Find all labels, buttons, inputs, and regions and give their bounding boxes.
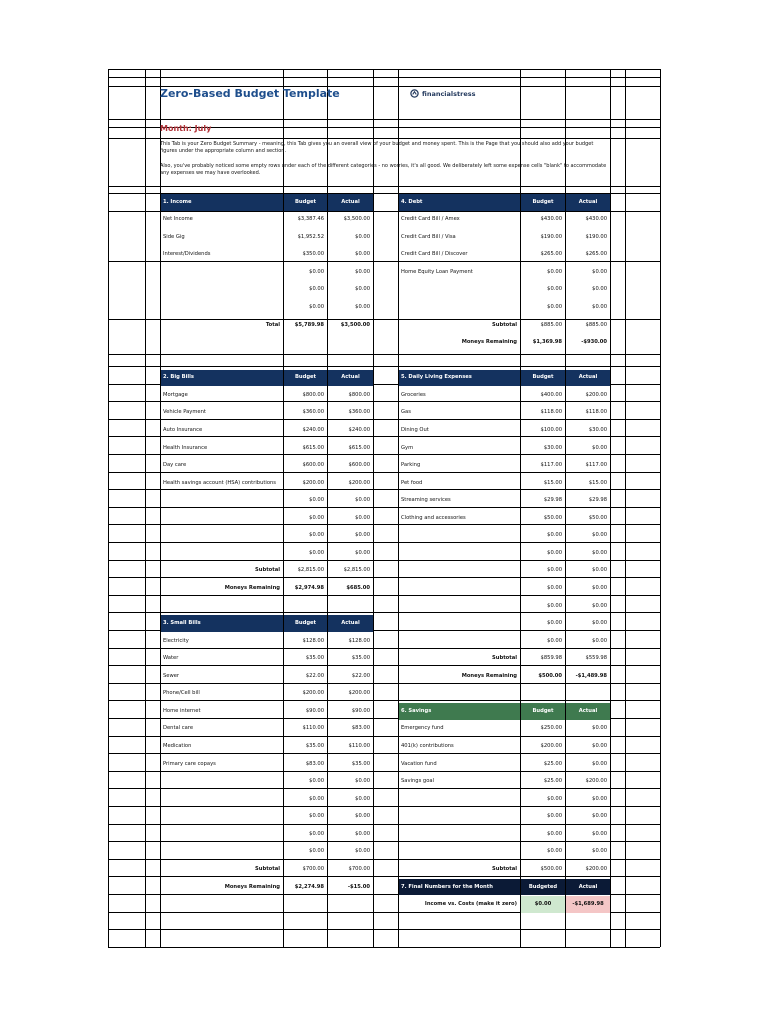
grid-vertical-line — [373, 69, 374, 947]
big_bills-header[interactable]: 2. Big Bills — [161, 370, 283, 387]
savings-subtotal-actual[interactable]: $200.00 — [585, 865, 607, 872]
debt-row-label[interactable]: Home Equity Loan Payment — [401, 268, 473, 275]
big_bills-row-label[interactable] — [161, 510, 283, 527]
income-row-label[interactable] — [161, 282, 283, 299]
debt-row-budget[interactable]: $265.00 — [540, 251, 562, 258]
savings-row-budget[interactable]: $0.00 — [547, 848, 562, 855]
daily-row-budget[interactable]: $118.00 — [540, 409, 562, 416]
income-vs-costs-budget[interactable]: $0.00 — [521, 896, 565, 913]
big_bills-remaining-actual[interactable]: $685.00 — [346, 584, 370, 591]
small_bills-row-label[interactable]: Water — [163, 655, 179, 662]
small_bills-row-actual[interactable]: $22.00 — [351, 672, 370, 679]
big_bills-row-label[interactable] — [161, 493, 283, 510]
small_bills-row-budget[interactable]: $128.00 — [302, 637, 324, 644]
big_bills-row-actual[interactable]: $0.00 — [355, 532, 370, 539]
small_bills-row-actual[interactable]: $0.00 — [355, 778, 370, 785]
savings-row-budget[interactable]: $250.00 — [540, 725, 562, 732]
grid-horizontal-line — [108, 119, 660, 120]
savings-row-actual[interactable]: $0.00 — [592, 725, 607, 732]
small_bills-row-actual[interactable]: $110.00 — [348, 743, 370, 750]
big_bills-row-budget[interactable]: $360.00 — [302, 409, 324, 416]
debt-remaining-label[interactable]: Moneys Remaining — [461, 339, 517, 346]
small_bills-row-label[interactable]: Phone/Cell bill — [163, 690, 200, 697]
income-total-label[interactable]: Total — [265, 321, 280, 328]
savings-row-label[interactable]: Emergency fund — [401, 725, 444, 732]
debt-row-label[interactable] — [399, 299, 520, 316]
debt-budget-header[interactable]: Budget — [521, 194, 565, 211]
income-row-label[interactable] — [161, 264, 283, 281]
daily-row-label[interactable] — [399, 598, 520, 615]
small_bills-row-label[interactable]: Medication — [163, 743, 192, 750]
savings-row-actual[interactable]: $0.00 — [592, 795, 607, 802]
daily-row-actual[interactable]: $0.00 — [592, 620, 607, 627]
small_bills-row-actual[interactable]: $0.00 — [355, 830, 370, 837]
description-paragraph-1: This Tab is your Zero Budget Summary - meaning, this Tab gives you an overall view of your budget and money spent. This is the Page that you should also add your budget figures under the appropriate column and section. — [160, 141, 594, 154]
daily-row-actual[interactable]: $200.00 — [585, 391, 607, 398]
big_bills-row-label[interactable]: Mortgage — [163, 391, 188, 398]
month-label: Month: July — [160, 124, 212, 133]
income-row-actual[interactable]: $0.00 — [355, 233, 370, 240]
big_bills-actual-header[interactable]: Actual — [328, 370, 373, 387]
grid-horizontal-line — [108, 354, 660, 355]
brand-name: financialstress — [422, 89, 476, 98]
income-vs-costs-actual[interactable]: -$1,689.98 — [566, 896, 610, 913]
grid-vertical-line — [610, 69, 611, 947]
small_bills-row-budget[interactable]: $35.00 — [305, 655, 324, 662]
daily-row-actual[interactable]: $15.00 — [588, 479, 607, 486]
daily-row-budget[interactable]: $117.00 — [540, 462, 562, 469]
final-budgeted-header[interactable]: Budgeted — [521, 879, 565, 896]
daily-row-budget[interactable]: $29.98 — [543, 497, 562, 504]
small_bills-header[interactable]: 3. Small Bills — [161, 615, 283, 632]
debt-row-budget[interactable]: $0.00 — [547, 268, 562, 275]
budget-sheet — [108, 69, 660, 943]
grid-horizontal-line — [108, 929, 660, 930]
grid-vertical-line — [145, 69, 146, 947]
small_bills-row-label[interactable] — [161, 773, 283, 790]
income-vs-costs-label[interactable]: Income vs. Costs (make it zero) — [424, 901, 517, 908]
small_bills-row-label[interactable]: Dental care — [163, 725, 194, 732]
savings-row-label[interactable]: Savings goal — [401, 778, 435, 785]
big_bills-row-actual[interactable]: $240.00 — [348, 426, 370, 433]
debt-actual-header[interactable]: Actual — [566, 194, 610, 211]
daily-row-budget[interactable]: $100.00 — [540, 426, 562, 433]
income-row-actual[interactable]: $0.00 — [355, 268, 370, 275]
daily-row-actual[interactable]: $0.00 — [592, 637, 607, 644]
big_bills-subtotal-budget[interactable]: $2,815.00 — [297, 567, 324, 574]
daily-row-budget[interactable]: $0.00 — [547, 567, 562, 574]
small_bills-row-actual[interactable]: $35.00 — [351, 655, 370, 662]
daily-row-label[interactable]: Dining Out — [401, 426, 429, 433]
big_bills-remaining-label[interactable]: Moneys Remaining — [224, 584, 280, 591]
debt-row-label[interactable]: Credit Card Bill / Discover — [401, 251, 468, 258]
daily-remaining-actual[interactable]: -$1,489.98 — [575, 672, 607, 679]
savings-row-budget[interactable]: $25.00 — [543, 778, 562, 785]
daily-row-actual[interactable]: $0.00 — [592, 549, 607, 556]
debt-row-actual[interactable]: $0.00 — [592, 268, 607, 275]
daily-row-label[interactable]: Clothing and accessories — [401, 514, 466, 521]
income-row-actual[interactable]: $0.00 — [355, 286, 370, 293]
daily-subtotal-label[interactable]: Subtotal — [492, 655, 517, 662]
daily-row-label[interactable] — [399, 528, 520, 545]
daily-row-label[interactable]: Gas — [401, 409, 411, 416]
small_bills-row-actual[interactable]: $35.00 — [351, 760, 370, 767]
debt-row-actual[interactable]: $0.00 — [592, 304, 607, 311]
small_bills-row-label[interactable] — [161, 809, 283, 826]
small_bills-row-label[interactable] — [161, 844, 283, 861]
small_bills-row-actual[interactable]: $128.00 — [348, 637, 370, 644]
daily-row-actual[interactable]: $0.00 — [592, 602, 607, 609]
debt-row-budget[interactable]: $0.00 — [547, 286, 562, 293]
big_bills-row-label[interactable]: Auto Insurance — [163, 426, 203, 433]
small_bills-row-label[interactable]: Electricity — [163, 637, 189, 644]
page-title: Zero-Based Budget Template — [160, 87, 340, 100]
income-row-actual[interactable]: $3,500.00 — [343, 216, 370, 223]
big_bills-row-label[interactable]: Health Insurance — [163, 444, 208, 451]
small_bills-row-actual[interactable]: $0.00 — [355, 813, 370, 820]
daily-budget-header[interactable]: Budget — [521, 370, 565, 387]
savings-row-actual[interactable]: $0.00 — [592, 848, 607, 855]
small_bills-row-budget[interactable]: $200.00 — [302, 690, 324, 697]
debt-subtotal-actual[interactable]: $885.00 — [585, 321, 607, 328]
income-total-budget[interactable]: $5,789.98 — [294, 321, 324, 328]
income-row-label[interactable]: Interest/Dividends — [163, 251, 211, 258]
debt-row-actual[interactable]: $430.00 — [585, 216, 607, 223]
daily-row-label[interactable] — [399, 545, 520, 562]
big_bills-budget-header[interactable]: Budget — [284, 370, 327, 387]
big_bills-row-budget[interactable]: $0.00 — [309, 532, 324, 539]
small_bills-subtotal-actual[interactable]: $700.00 — [348, 865, 370, 872]
daily-row-actual[interactable]: $50.00 — [588, 514, 607, 521]
savings-header[interactable]: 6. Savings — [399, 703, 520, 720]
daily-row-budget[interactable]: $0.00 — [547, 549, 562, 556]
daily-row-budget[interactable]: $50.00 — [543, 514, 562, 521]
savings-row-actual[interactable]: $0.00 — [592, 743, 607, 750]
savings-actual-header[interactable]: Actual — [566, 703, 610, 720]
income-row-label[interactable]: Side Gig — [163, 233, 185, 240]
savings-row-budget[interactable]: $0.00 — [547, 795, 562, 802]
small_bills-row-budget[interactable]: $0.00 — [309, 848, 324, 855]
savings-row-label[interactable] — [399, 809, 520, 826]
daily-row-label[interactable]: Groceries — [401, 391, 426, 398]
daily-row-budget[interactable]: $15.00 — [543, 479, 562, 486]
savings-row-actual[interactable]: $200.00 — [585, 778, 607, 785]
big_bills-row-budget[interactable]: $800.00 — [302, 391, 324, 398]
debt-row-label[interactable] — [399, 282, 520, 299]
debt-row-actual[interactable]: $190.00 — [585, 233, 607, 240]
debt-row-actual[interactable]: $0.00 — [592, 286, 607, 293]
daily-row-label[interactable] — [399, 563, 520, 580]
small_bills-row-label[interactable]: Sewer — [163, 672, 180, 679]
small_bills-remaining-label[interactable]: Moneys Remaining — [224, 883, 280, 890]
big_bills-row-actual[interactable]: $0.00 — [355, 549, 370, 556]
daily-row-budget[interactable]: $0.00 — [547, 637, 562, 644]
big_bills-row-label[interactable]: Day care — [163, 462, 187, 469]
income-row-budget[interactable]: $1,952.52 — [297, 233, 324, 240]
financialstress-logo-icon — [410, 89, 419, 98]
small_bills-row-label[interactable] — [161, 826, 283, 843]
daily-row-actual[interactable]: $0.00 — [592, 584, 607, 591]
small_bills-row-actual[interactable]: $0.00 — [355, 795, 370, 802]
small_bills-row-actual[interactable]: $200.00 — [348, 690, 370, 697]
big_bills-row-actual[interactable]: $600.00 — [348, 462, 370, 469]
big_bills-row-budget[interactable]: $0.00 — [309, 514, 324, 521]
big_bills-row-budget[interactable]: $240.00 — [302, 426, 324, 433]
savings-row-label[interactable] — [399, 791, 520, 808]
savings-row-label[interactable]: 401(k) contributions — [401, 743, 454, 750]
daily-row-budget[interactable]: $0.00 — [547, 620, 562, 627]
big_bills-row-budget[interactable]: $615.00 — [302, 444, 324, 451]
daily-row-label[interactable] — [399, 633, 520, 650]
income-actual-header[interactable]: Actual — [328, 194, 373, 211]
big_bills-remaining-budget[interactable]: $2,974.98 — [294, 584, 324, 591]
savings-row-label[interactable]: Vacation fund — [401, 760, 437, 767]
savings-row-actual[interactable]: $0.00 — [592, 760, 607, 767]
grid-horizontal-line — [108, 138, 660, 139]
daily-row-actual[interactable]: $0.00 — [592, 444, 607, 451]
income-budget-header[interactable]: Budget — [284, 194, 327, 211]
daily-row-actual[interactable]: $118.00 — [585, 409, 607, 416]
daily-row-budget[interactable]: $0.00 — [547, 602, 562, 609]
final-numbers-header[interactable]: 7. Final Numbers for the Month — [399, 879, 520, 896]
big_bills-row-label[interactable]: Vehicle Payment — [163, 409, 206, 416]
daily-actual-header[interactable]: Actual — [566, 370, 610, 387]
small_bills-row-label[interactable]: Home internet — [163, 707, 201, 714]
big_bills-row-actual[interactable]: $0.00 — [355, 497, 370, 504]
daily-header[interactable]: 5. Daily Living Expenses — [399, 370, 520, 387]
grid-vertical-line — [108, 69, 109, 947]
big_bills-row-budget[interactable]: $600.00 — [302, 462, 324, 469]
debt-row-budget[interactable]: $430.00 — [540, 216, 562, 223]
daily-row-budget[interactable]: $400.00 — [540, 391, 562, 398]
daily-row-budget[interactable]: $0.00 — [547, 532, 562, 539]
savings-row-budget[interactable]: $25.00 — [543, 760, 562, 767]
income-row-actual[interactable]: $0.00 — [355, 304, 370, 311]
debt-row-budget[interactable]: $0.00 — [547, 304, 562, 311]
small_bills-row-budget[interactable]: $0.00 — [309, 813, 324, 820]
small_bills-remaining-actual[interactable]: -$15.00 — [347, 883, 370, 890]
big_bills-row-budget[interactable]: $200.00 — [302, 479, 324, 486]
daily-row-label[interactable]: Parking — [401, 462, 421, 469]
savings-row-label[interactable] — [399, 826, 520, 843]
small_bills-row-label[interactable] — [161, 791, 283, 808]
small_bills-subtotal-budget[interactable]: $700.00 — [302, 865, 324, 872]
big_bills-row-actual[interactable]: $200.00 — [348, 479, 370, 486]
grid-horizontal-line — [108, 69, 660, 70]
grid-horizontal-line — [108, 77, 660, 78]
debt-row-budget[interactable]: $190.00 — [540, 233, 562, 240]
income-total-actual[interactable]: $3,500.00 — [340, 321, 370, 328]
savings-subtotal-budget[interactable]: $500.00 — [540, 865, 562, 872]
small_bills-row-budget[interactable]: $90.00 — [305, 707, 324, 714]
income-row-actual[interactable]: $0.00 — [355, 251, 370, 258]
daily-row-label[interactable] — [399, 580, 520, 597]
small_bills-subtotal-label[interactable]: Subtotal — [255, 865, 280, 872]
small_bills-row-budget[interactable]: $35.00 — [305, 743, 324, 750]
small_bills-row-actual[interactable]: $83.00 — [351, 725, 370, 732]
debt-subtotal-label[interactable]: Subtotal — [492, 321, 517, 328]
daily-row-actual[interactable]: $30.00 — [588, 426, 607, 433]
daily-row-actual[interactable]: $0.00 — [592, 532, 607, 539]
daily-row-label[interactable]: Streaming services — [401, 497, 451, 504]
savings-row-budget[interactable]: $0.00 — [547, 813, 562, 820]
income-row-budget[interactable]: $0.00 — [309, 304, 324, 311]
small_bills-remaining-budget[interactable]: $2,274.98 — [294, 883, 324, 890]
daily-remaining-label[interactable]: Moneys Remaining — [461, 672, 517, 679]
big_bills-subtotal-actual[interactable]: $2,815.00 — [343, 567, 370, 574]
daily-row-label[interactable]: Gym — [401, 444, 414, 451]
income-row-label[interactable]: Net Income — [163, 216, 193, 223]
daily-row-actual[interactable]: $117.00 — [585, 462, 607, 469]
debt-row-label[interactable]: Credit Card Bill / Amex — [401, 216, 460, 223]
debt-row-label[interactable]: Credit Card Bill / Visa — [401, 233, 456, 240]
grid-horizontal-line — [108, 186, 660, 187]
daily-row-budget[interactable]: $0.00 — [547, 584, 562, 591]
grid-horizontal-line — [108, 366, 660, 367]
grid-horizontal-line — [108, 947, 660, 948]
big_bills-row-actual[interactable]: $0.00 — [355, 514, 370, 521]
daily-row-actual[interactable]: $29.98 — [588, 497, 607, 504]
income-row-label[interactable] — [161, 299, 283, 316]
small_bills-row-budget[interactable]: $83.00 — [305, 760, 324, 767]
savings-row-actual[interactable]: $0.00 — [592, 813, 607, 820]
debt-header[interactable]: 4. Debt — [399, 194, 520, 211]
income-row-budget[interactable]: $0.00 — [309, 268, 324, 275]
big_bills-row-actual[interactable]: $615.00 — [348, 444, 370, 451]
income-row-budget[interactable]: $3,387.46 — [297, 216, 324, 223]
big_bills-row-label[interactable]: Health savings account (HSA) contributions — [163, 479, 277, 486]
debt-remaining-actual[interactable]: -$930.00 — [581, 339, 607, 346]
small_bills-row-actual[interactable]: $0.00 — [355, 848, 370, 855]
big_bills-row-label[interactable] — [161, 545, 283, 562]
savings-row-label[interactable] — [399, 844, 520, 861]
daily-row-actual[interactable]: $0.00 — [592, 567, 607, 574]
daily-row-label[interactable]: Pet food — [401, 479, 423, 486]
small_bills-row-budget[interactable]: $0.00 — [309, 778, 324, 785]
grid-vertical-line — [660, 69, 661, 947]
big_bills-row-budget[interactable]: $0.00 — [309, 549, 324, 556]
income-row-budget[interactable]: $350.00 — [302, 251, 324, 258]
description-paragraph-2: Also, you've probably noticed some empty rows under each of the different categories - no worries, it's all good. We deliberately left some expense cells "blank" to accommodate any expenses we may have overlooked. — [160, 163, 607, 176]
small_bills-row-actual[interactable]: $90.00 — [351, 707, 370, 714]
final-actual-header[interactable]: Actual — [566, 879, 610, 896]
savings-subtotal-label[interactable]: Subtotal — [492, 865, 517, 872]
big_bills-row-actual[interactable]: $360.00 — [348, 409, 370, 416]
small_bills-row-budget[interactable]: $110.00 — [302, 725, 324, 732]
savings-budget-header[interactable]: Budget — [521, 703, 565, 720]
savings-row-budget[interactable]: $0.00 — [547, 830, 562, 837]
small_bills-actual-header[interactable]: Actual — [328, 615, 373, 632]
grid-vertical-line — [625, 69, 626, 947]
income-header[interactable]: 1. Income — [161, 194, 283, 211]
small_bills-row-label[interactable]: Primary care copays — [163, 760, 216, 767]
savings-row-budget[interactable]: $200.00 — [540, 743, 562, 750]
debt-remaining-budget[interactable]: $1,369.98 — [532, 339, 562, 346]
small_bills-row-budget[interactable]: $22.00 — [305, 672, 324, 679]
big_bills-row-actual[interactable]: $800.00 — [348, 391, 370, 398]
big_bills-row-budget[interactable]: $0.00 — [309, 497, 324, 504]
debt-row-actual[interactable]: $265.00 — [585, 251, 607, 258]
brand-logo — [410, 89, 475, 98]
big_bills-row-label[interactable] — [161, 528, 283, 545]
daily-remaining-budget[interactable]: $500.00 — [538, 672, 562, 679]
small_bills-row-budget[interactable]: $0.00 — [309, 795, 324, 802]
big_bills-subtotal-label[interactable]: Subtotal — [255, 567, 280, 574]
debt-subtotal-budget[interactable]: $885.00 — [540, 321, 562, 328]
income-row-budget[interactable]: $0.00 — [309, 286, 324, 293]
small_bills-row-budget[interactable]: $0.00 — [309, 830, 324, 837]
savings-row-actual[interactable]: $0.00 — [592, 830, 607, 837]
daily-subtotal-actual[interactable]: $559.98 — [585, 655, 607, 662]
daily-row-label[interactable] — [399, 615, 520, 632]
small_bills-budget-header[interactable]: Budget — [284, 615, 327, 632]
daily-subtotal-budget[interactable]: $859.98 — [540, 655, 562, 662]
daily-row-budget[interactable]: $30.00 — [543, 444, 562, 451]
